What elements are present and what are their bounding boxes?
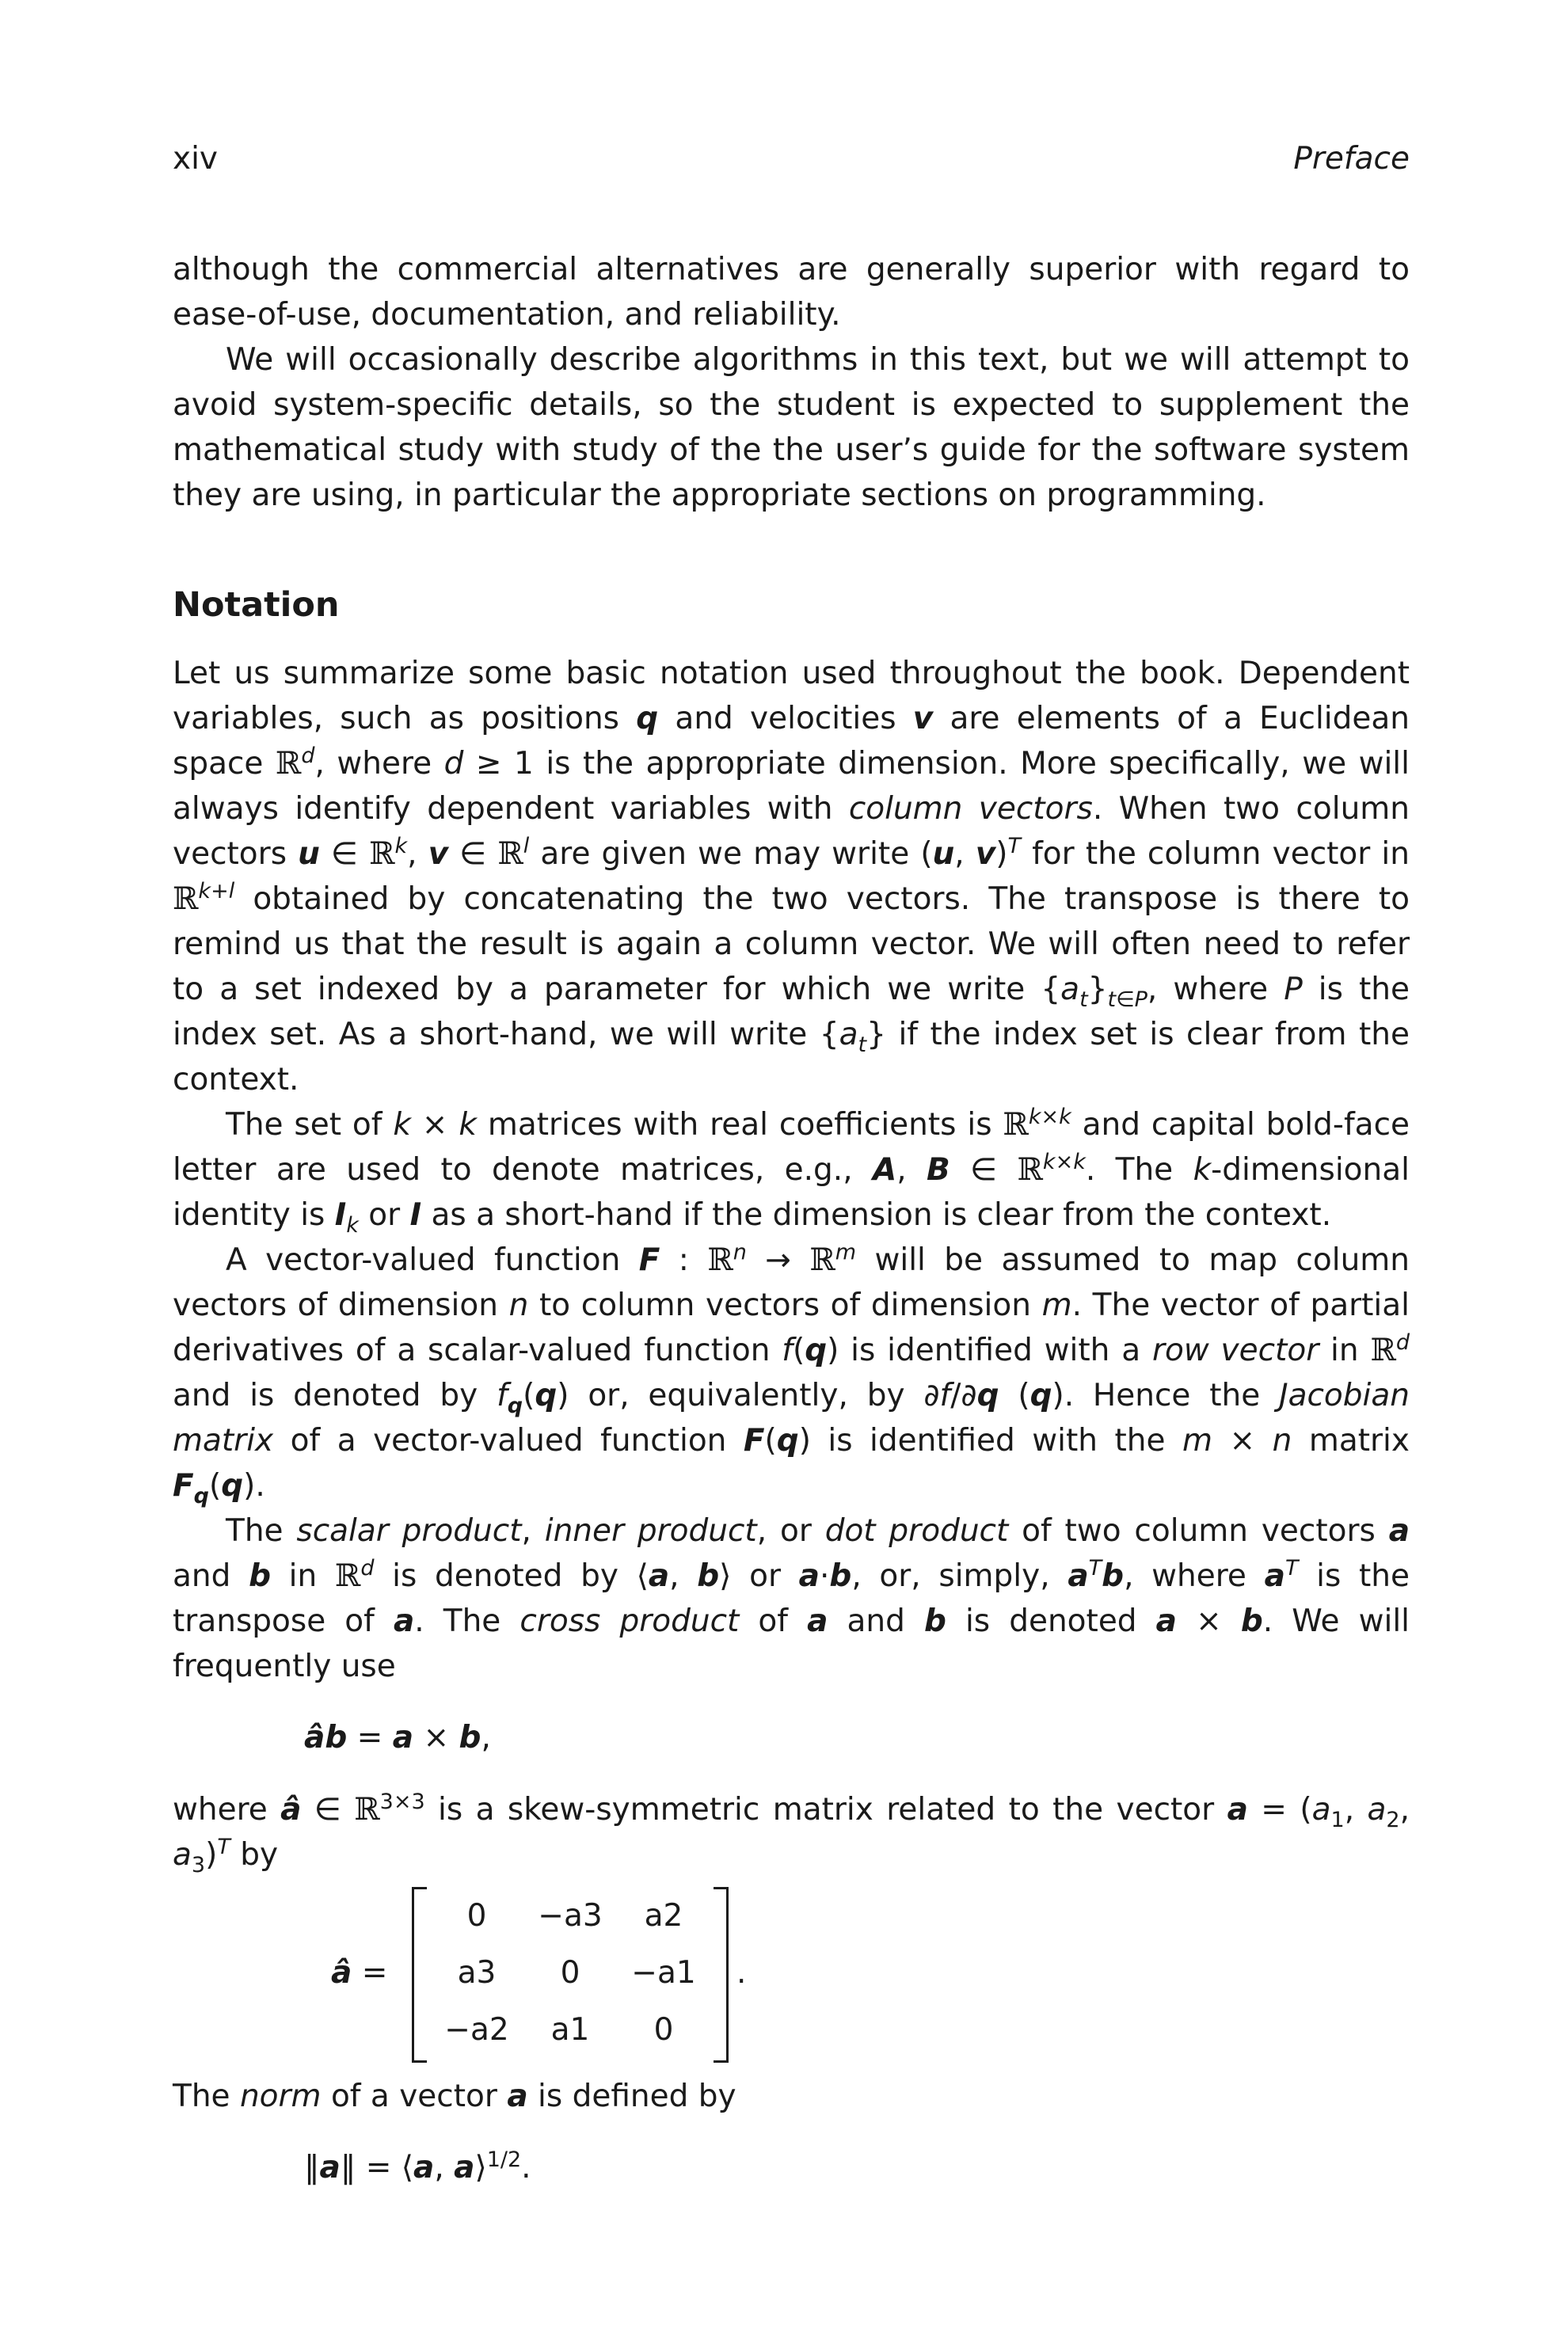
- matrix-cell: −a2: [444, 2012, 509, 2048]
- paragraph-continued: although the commercial alternatives are generally superior with regard to ease-of-use, documentation, and reliability.: [173, 252, 1410, 333]
- paragraph-products: The scalar product, inner product, or dot product of two column vectors a and b in ℝ$^d$ is denoted by ⟨a, b⟩ or a·b, or, simply, $a^Tb$, where $a^T$ is the transpose of a. The cross product of a and b is denoted a × b. We will frequently use: [173, 1513, 1410, 1684]
- matrix-cell: −a1: [631, 1955, 696, 1991]
- paragraph-functions: A vector-valued function F : ℝ$^n$ → ℝ$^m$ will be assumed to map column vectors of dimension n to column vectors of dimension m. The vector of partial derivatives of a scalar-valued function f(q) is identified with a row vector in ℝ$^d$ and is denoted by $f_q(q)$ or, equivalently, by ∂f/∂q (q). Hence the Jacobian matrix of a vector-valued function F(q) is identified with the m × n matrix $F_q(q)$.: [173, 1240, 1410, 1508]
- paragraph-norm: The norm of a vector a is defined by: [173, 2079, 736, 2114]
- matrix-cell: a1: [550, 2012, 590, 2048]
- equation-hat-cross: âb = a × b,: [304, 1720, 491, 1756]
- right-bracket: [714, 1887, 729, 2063]
- paragraph-notation: Let us summarize some basic notation used throughout the book. Dependent variables, such as positions q and velocities v are elements of a Euclidean space ℝ$^d$, where d ≥ 1 is the appropriate dimension. More specifically, we will always identify dependent variables with column vectors. When two column vectors u ∈ ℝ$^k$, v ∈ ℝ$^l$ are given we may write (u, v)$^T$ for the column vector in ℝ$^{k+l}$ obtained by concatenating the two vectors. The transpose is there to remind us that the result is again a column vector. We will often need to refer to a set indexed by a parameter for which we write $\{a_t\}_{t\in P}$, where P is the index set. As a short-hand, we will write $\{a_t\}$ if the index set is clear from the context.: [173, 656, 1410, 1097]
- paragraph-skew: where â ∈ ℝ$^{3\times 3}$ is a skew-symmetric matrix related to the vector $a = (a_1$, $a_2$, $a_3)^T$ by: [173, 1790, 1410, 1877]
- equation-norm: ‖a‖ = ⟨a, a⟩$^{1/2}$.: [304, 2147, 531, 2185]
- matrix-cell: a3: [457, 1955, 497, 1991]
- matrix-cell: 0: [466, 1898, 487, 1934]
- matrix-cell: a2: [644, 1898, 683, 1934]
- running-title: Preface: [1293, 141, 1410, 177]
- page-number: xiv: [173, 141, 218, 177]
- matrix-label: â =: [331, 1955, 388, 1991]
- paragraph-matrices: The set of k × k matrices with real coefficients is ℝ$^{k\times k}$ and capital bold-face letter are used to denote matrices, e.g., A, B ∈ ℝ$^{k\times k}$. The k-dimensional identity is $I_k$ or I as a short-hand if the dimension is clear from the context.: [173, 1105, 1410, 1238]
- matrix-cell: 0: [653, 2012, 674, 2048]
- paragraph-algorithms: We will occasionally describe algorithms in this text, but we will attempt to avoid system-specific details, so the student is expected to supplement the mathematical study with study of the the user’s guide for the software system they are using, in particular the appropriate sections on programming.: [173, 342, 1410, 513]
- left-bracket: [412, 1887, 427, 2063]
- matrix-period: .: [736, 1955, 747, 1991]
- page-body: [173, 247, 1410, 2217]
- matrix-cell: −a3: [538, 1898, 603, 1934]
- section-heading-notation: Notation: [173, 585, 340, 625]
- matrix-cell: 0: [560, 1955, 580, 1991]
- skew-matrix: [412, 1887, 729, 2061]
- page-header: [173, 141, 1410, 185]
- equation-skew-matrix: [173, 1887, 1410, 2061]
